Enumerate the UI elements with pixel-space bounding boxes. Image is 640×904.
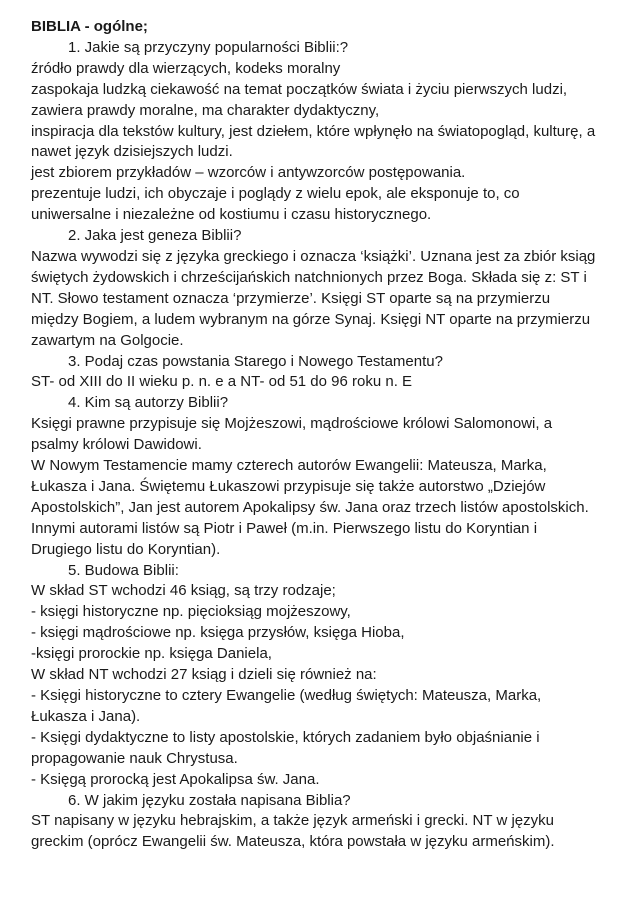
paragraph-line: - Księgą prorocką jest Apokalipsa św. Jana. [31,770,320,788]
paragraph-line: - księgi mądrościowe np. księga przysłów, księga Hioba, [31,624,405,642]
paragraph-line: psalmy królowi Dawidowi. [31,436,202,454]
paragraph-line: - Księgi historyczne to cztery Ewangelie (według świętych: Mateusza, Marka, [31,687,542,704]
paragraph-line: NT. Słowo testament oznacza ‘przymierze’. Księgi ST oparte są na przymierzu [31,289,551,307]
paragraph-line: nawet język dzisiejszych ludzi. [31,143,233,161]
section-question: 2. Jaka jest geneza Biblii? [68,227,242,245]
section [31,393,620,560]
section [31,38,620,226]
paragraph-line: greckim (oprócz Ewangelii św. Mateusza, która powstała w języku armeńskim). [31,833,555,851]
paragraph-line: zaspokaja ludzką ciekawość na temat początków świata i życiu pierwszych ludzi, [31,80,568,98]
paragraph-line: źródło prawdy dla wierzących, kodeks moralny [31,59,341,77]
paragraph-line: ST- od XIII do II wieku p. n. e a NT- od 51 do 96 roku n. E [31,373,413,391]
paragraph-line: W skład NT wchodzi 27 ksiąg i dzieli się również na: [31,666,377,684]
paragraph-line: jest zbiorem przykładów – wzorców i antywzorców postępowania. [31,164,466,182]
document-title: BIBLIA - ogólne; [31,18,148,35]
section-question: 4. Kim są autorzy Biblii? [68,394,229,412]
paragraph-line: -księgi prorockie np. księga Daniela, [31,645,272,663]
section-question: 5. Budowa Biblii: [68,561,179,579]
section [31,352,620,394]
section-question: 1. Jakie są przyczyny popularności Biblii:? [68,38,349,56]
paragraph-line: między Bogiem, a ludem wybranym na górze Synaj. Księgi NT oparte na przymierzu [31,310,591,328]
section [31,226,620,351]
paragraph-line: Księgi prawne przypisuje się Mojżeszowi, mądrościowe królowi Salomonowi, a [31,415,553,433]
document-body [31,38,620,853]
paragraph-line: Apostolskich”, Jan jest autorem Apokalipsy św. Jana oraz trzech listów apostolskich. [31,498,589,516]
paragraph-line: uniwersalne i niezależne od kostiumu i czasu historycznego. [31,206,432,224]
paragraph-line: ST napisany w języku hebrajskim, a także język armeński i grecki. NT w języku [31,812,554,830]
paragraph-line: zawartym na Golgocie. [31,331,184,349]
paragraph-line: Łukasza i Jana. Świętemu Łukaszowi przypisuje się także autorstwo „Dziejów [31,477,546,495]
paragraph-line: Łukasza i Jana). [31,707,141,725]
paragraph-line: W skład ST wchodzi 46 ksiąg, są trzy rodzaje; [31,582,336,600]
section-question: 3. Podaj czas powstania Starego i Nowego Testamentu? [68,352,443,370]
paragraph-line: Innymi autorami listów są Piotr i Paweł (m.in. Pierwszego listu do Koryntian i [31,519,538,537]
paragraph-line: - księgi historyczne np. pięcioksiąg mojżeszowy, [31,603,351,621]
paragraph-line: zawiera prawdy moralne, ma charakter dydaktyczny, [31,101,380,119]
paragraph-line: świętych żydowskich i chrześcijańskich natchnionych przez Boga. Składa się z: ST i [31,268,587,286]
section-question: 6. W jakim języku została napisana Biblia? [68,791,351,809]
paragraph-line: W Nowym Testamencie mamy czterech autorów Ewangelii: Mateusza, Marka, [31,457,547,475]
paragraph-line: propagowanie nauk Chrystusa. [31,749,238,767]
paragraph-line: - Księgi dydaktyczne to listy apostolskie, których zadaniem było objaśnianie i [31,728,540,746]
section [31,561,620,791]
paragraph-line: prezentuje ludzi, ich obyczaje i poglądy z wielu epok, ale eksponuje to, co [31,185,520,203]
paragraph-line: Nazwa wywodzi się z języka greckiego i oznacza ‘książki’. Uznana jest za zbiór ksiąg [31,247,596,265]
section [31,791,620,854]
paragraph-line: Drugiego listu do Koryntian). [31,540,221,558]
paragraph-line: inspiracja dla tekstów kultury, jest dziełem, które wpłynęło na światopogląd, kulturę, a [31,122,596,140]
